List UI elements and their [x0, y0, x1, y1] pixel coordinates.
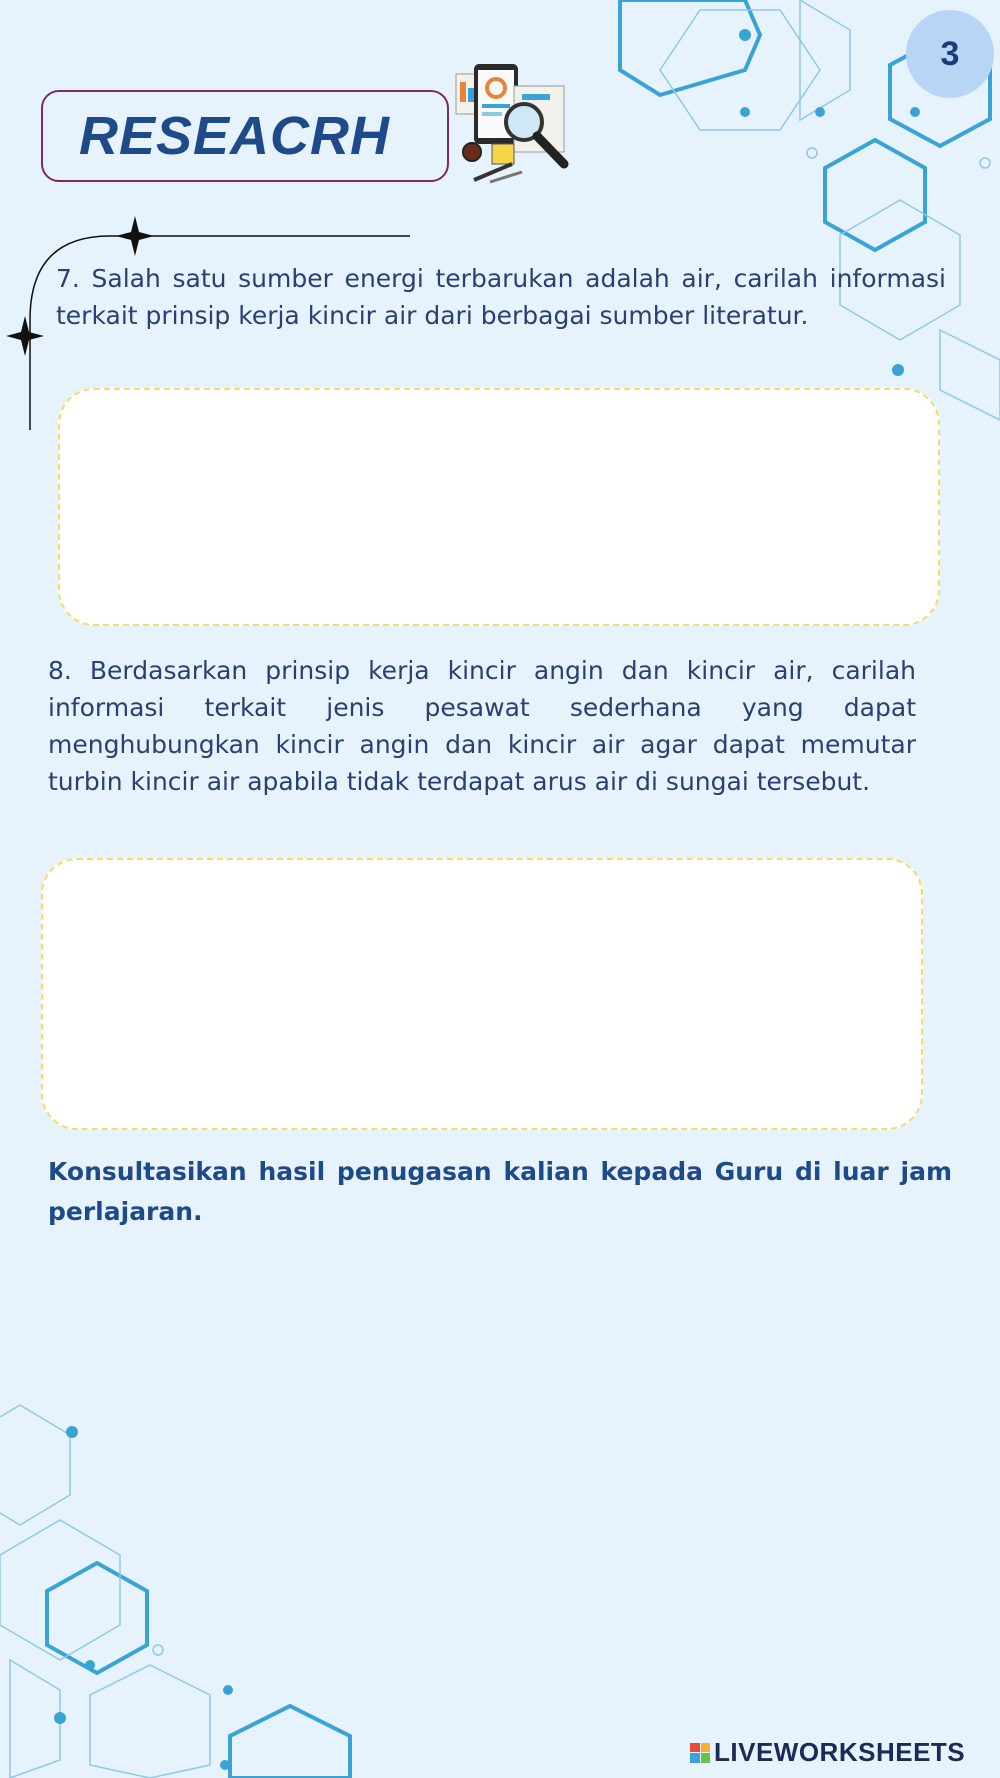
page-number: 3 — [940, 34, 960, 73]
answer-8-field[interactable] — [41, 858, 923, 1130]
research-illustration-icon — [452, 64, 582, 189]
question-7-text: 7. Salah satu sumber energi terbarukan adalah air, carilah informasi terkait prinsip kerja kincir air dari berbagai sumber literatur. — [56, 264, 946, 330]
section-title: RESEACRH — [79, 106, 391, 166]
liveworksheets-logo-icon — [690, 1743, 710, 1763]
brand-name: LIVEWORKSHEETS — [714, 1737, 966, 1767]
hexagon-shape — [47, 1563, 147, 1673]
sparkle-icon — [6, 316, 44, 356]
hexagon-shape — [825, 140, 925, 250]
hexagon-shape — [230, 1706, 350, 1778]
closing-instruction: Konsultasikan hasil penugasan kalian kepada Guru di luar jam perlajaran. — [48, 1157, 952, 1226]
question-8-text: 8. Berdasarkan prinsip kerja kincir angin dan kincir air, carilah informasi terkait jenis pesawat sederhana yang dapat menghubungkan kincir angin dan kincir air agar dapat memutar turbin kincir air apabila tidak terdapat arus air di sungai tersebut. — [48, 656, 916, 796]
section-title-box — [41, 90, 449, 182]
hexagon-shape — [620, 0, 760, 95]
page-number-badge — [906, 10, 994, 98]
sparkle-icon — [116, 216, 154, 256]
liveworksheets-logo[interactable] — [690, 1737, 965, 1768]
answer-7-field[interactable] — [58, 388, 940, 626]
